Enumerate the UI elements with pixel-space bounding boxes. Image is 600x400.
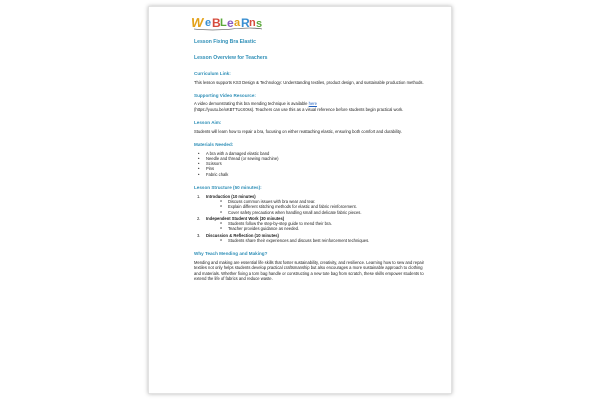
structure-heading: Lesson Structure (50 minutes): <box>194 185 262 191</box>
video-link[interactable]: here <box>308 101 317 107</box>
step-title: Discussion & Reflection (10 minutes) <box>206 232 279 238</box>
materials-list <box>194 151 424 177</box>
list-item: • Fabric chalk <box>206 172 424 177</box>
svg-text:e: e <box>227 16 234 30</box>
video-text <box>194 101 424 112</box>
sub-item: o Students share their experiences and discuss best reinforcement techniques. <box>228 238 424 243</box>
list-item: • A bra with a damaged elastic band <box>206 151 424 156</box>
svg-text:a: a <box>234 17 241 29</box>
logo-graphic <box>189 12 264 32</box>
step-subitems <box>206 238 424 243</box>
step-number: 1. <box>197 193 201 199</box>
list-item: • Needle and thread (or sewing machine) <box>206 156 424 161</box>
svg-text:e: e <box>205 17 212 29</box>
sub-item: o Discuss common issues with bra wear and tear. <box>228 199 424 204</box>
sub-item: o Teacher provides guidance as needed. <box>228 226 424 231</box>
weblearners-logo <box>189 12 264 32</box>
why-heading: Why Teach Mending and Making? <box>194 251 268 257</box>
video-text-after: . Teachers can use this as a visual reference before students begin practical work. <box>253 106 404 112</box>
video-url[interactable]: (https://youtu.be/xKBTTUcX0ss) <box>194 106 254 112</box>
aim-text: Students will learn how to repair a bra, focusing on either reattaching elastic, ensuring both comfort and durability. <box>194 128 402 134</box>
step-subitems <box>206 221 424 232</box>
why-text: Mending and making are essential life skills that foster sustainability, creativity, and resilience. Learning how to sew and repair textiles not only helps students develop practical craftsmanship but also encourages a more sustainable approach to clothing and materials. Whether fixing a torn bag handle or constructing a new tote bag from scratch, these skills empower students to extend the life of fabrics and reduce waste. <box>194 259 424 281</box>
svg-text:L: L <box>220 17 227 29</box>
lesson-step <box>197 215 424 232</box>
list-item: • Pins <box>206 166 424 171</box>
document-page <box>148 6 452 394</box>
sub-item: o Students follow the step-by-step guide to mend their bra. <box>228 221 424 226</box>
document-body <box>194 39 424 281</box>
aim-heading: Lesson Aim: <box>194 120 222 126</box>
step-subitems <box>206 199 424 215</box>
step-title: Introduction (10 minutes) <box>206 193 256 199</box>
video-text-before: A video demonstrating this bra mending technique is available <box>194 101 308 107</box>
sub-item: o Explain different stitching methods for elastic and fabric reinforcement. <box>228 204 424 209</box>
lesson-step <box>197 193 424 215</box>
svg-text:s: s <box>256 18 263 30</box>
svg-text:R: R <box>241 16 250 30</box>
step-number: 2. <box>197 215 201 221</box>
document-subtitle: Lesson Overview for Teachers <box>194 55 268 61</box>
lesson-step <box>197 232 424 244</box>
list-item: • Scissors <box>206 161 424 166</box>
video-heading: Supporting Video Resource: <box>194 92 256 98</box>
svg-text:B: B <box>212 16 221 30</box>
lesson-steps <box>194 194 424 244</box>
curriculum-heading: Curriculum Link: <box>194 71 231 76</box>
document-title: Lesson Fixing Bra Elastic <box>194 39 256 45</box>
sub-item: o Cover safety precautions when handling small and delicate fabric pieces. <box>228 210 424 215</box>
curriculum-text: This lesson supports KS3 Design & Technology: Understanding textiles, product design, and sustainable production methods. <box>194 79 424 85</box>
step-number: 3. <box>197 232 201 238</box>
svg-text:n: n <box>249 17 256 29</box>
svg-text:W: W <box>189 15 205 30</box>
step-title: Independent Student Work (30 minutes) <box>206 215 285 221</box>
materials-heading: Materials Needed: <box>194 141 234 147</box>
